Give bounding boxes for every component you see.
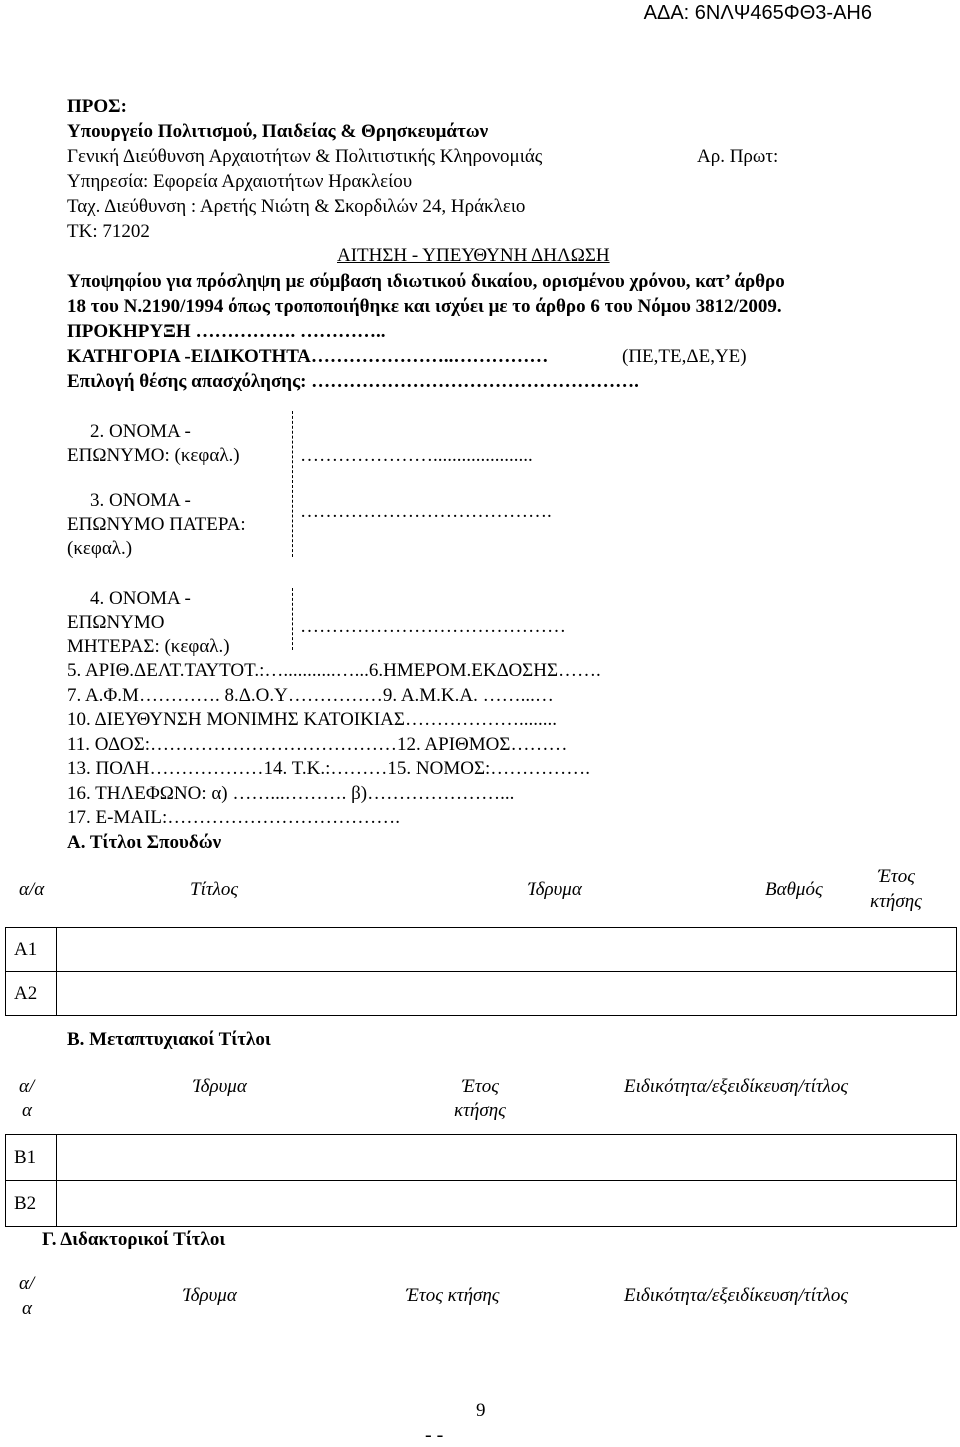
field-4-label-b: ΕΠΩΝΥΜΟ xyxy=(67,612,165,633)
table-row xyxy=(6,1135,957,1181)
tax-id-field[interactable]: 7. Α.Φ.Μ…………. 8.Δ.Ο.Υ……………9. Α.Μ.Κ.Α. ……...… xyxy=(67,685,554,706)
id-number-field[interactable]: 5. ΑΡΙΘ.ΔΕΛΤ.ΤΑΥΤΟΤ.:…...........…...6.ΗΜΕΡΟΜ.ΕΚΔΟΣΗΣ……. xyxy=(67,660,601,681)
col-aa-bottom: α xyxy=(22,1298,32,1319)
footer-dashes: - - xyxy=(425,1424,444,1446)
table-cell[interactable] xyxy=(57,972,957,1016)
col-specialty: Ειδικότητα/εξειδίκευση/τίτλος xyxy=(624,1285,849,1306)
field-4-label-c: ΜΗΤΕΡΑΣ: (κεφαλ.) xyxy=(67,636,230,657)
position-choice-field[interactable]: Επιλογή θέσης απασχόλησης: ……………………………………………. xyxy=(67,371,639,392)
field-2-label-a: 2. ΟΝΟΜΑ - xyxy=(90,421,191,442)
col-year-b: κτήσης xyxy=(454,1100,506,1121)
field-2-label-b: ΕΠΩΝΥΜΟ: (κεφαλ.) xyxy=(67,445,240,466)
permanent-address-field[interactable]: 10. ΔΙΕΥΘΥΝΣΗ ΜΟΝΙΜΗΣ ΚΑΤΟΙΚΙΑΣ………………........ xyxy=(67,709,557,730)
ada-code: ΑΔΑ: 6ΝΛΨ465ΦΘ3-ΑΗ6 xyxy=(643,2,872,24)
table-cell[interactable] xyxy=(57,1181,957,1227)
col-year-a: Έτος xyxy=(462,1076,499,1097)
row-label: Β2 xyxy=(6,1181,57,1227)
section-a-title: Α. Τίτλοι Σπουδών xyxy=(67,832,222,853)
col-year: Έτος κτήσης xyxy=(406,1285,500,1306)
field-divider xyxy=(292,411,293,557)
col-year-a: Έτος xyxy=(878,866,915,887)
recipient-ministry: Υπουργείο Πολιτισμού, Παιδείας & Θρησκευμάτων xyxy=(67,121,489,142)
category-options: (ΠΕ,ΤΕ,ΔΕ,ΥΕ) xyxy=(622,346,747,367)
section-c-title: Γ. Διδακτορικοί Τίτλοι xyxy=(42,1229,226,1250)
section-b-table xyxy=(5,1134,957,1227)
father-name-input[interactable]: …………………………………. xyxy=(300,501,552,522)
col-aa: α/α xyxy=(19,879,45,900)
row-label: Α2 xyxy=(6,972,57,1016)
col-institution: Ίδρυμα xyxy=(183,1285,237,1306)
intro-line-1: Υποψηφίου για πρόσληψη με σύμβαση ιδιωτικού δικαίου, ορισμένου χρόνου, κατ’ άρθρο xyxy=(67,271,785,292)
col-institution: Ίδρυμα xyxy=(528,879,582,900)
section-a-table xyxy=(5,927,957,1016)
field-4-label-a: 4. ΟΝΟΜΑ - xyxy=(90,588,191,609)
announcement-field[interactable]: ΠΡΟΚΗΡΥΞΗ ……………. ………….. xyxy=(67,321,386,342)
col-aa-bottom: α xyxy=(22,1100,32,1121)
table-row xyxy=(6,928,957,972)
recipient-directorate: Γενική Διεύθυνση Αρχαιοτήτων & Πολιτιστικής Κληρονομιάς xyxy=(67,146,543,167)
protocol-number-label: Αρ. Πρωτ: xyxy=(697,146,779,167)
field-3-label-c: (κεφαλ.) xyxy=(67,538,133,559)
email-field[interactable]: 17. E-MAIL:………………………………. xyxy=(67,807,401,828)
section-b-title: Β. Μεταπτυχιακοί Τίτλοι xyxy=(67,1029,271,1050)
col-institution: Ίδρυμα xyxy=(193,1076,247,1097)
table-row xyxy=(6,972,957,1016)
recipient-service: Υπηρεσία: Εφορεία Αρχαιοτήτων Ηρακλείου xyxy=(67,171,413,192)
col-specialty: Ειδικότητα/εξειδίκευση/τίτλος xyxy=(624,1076,849,1097)
category-specialty-field[interactable]: ΚΑΤΗΓΟΡΙΑ -ΕΙΔΙΚΟΤΗΤΑ…………………..…………… xyxy=(67,346,549,367)
city-field[interactable]: 13. ΠΟΛΗ………………14. Τ.Κ.:………15. ΝΟΜΟΣ:……………. xyxy=(67,758,591,779)
row-label: Β1 xyxy=(6,1135,57,1181)
recipient-address: Ταχ. Διεύθυνση : Αρετής Νιώτη & Σκορδιλών 24, Ηράκλειο xyxy=(67,196,526,217)
full-name-input[interactable]: …………………..................... xyxy=(300,445,533,466)
field-3-label-a: 3. ΟΝΟΜΑ - xyxy=(90,490,191,511)
intro-line-2: 18 του Ν.2190/1994 όπως τροποποιήθηκε και ισχύει με το άρθρο 6 του Νόμου 3812/2009. xyxy=(67,296,782,317)
row-label: Α1 xyxy=(6,928,57,972)
table-cell[interactable] xyxy=(57,928,957,972)
street-field[interactable]: 11. ΟΔΟΣ:…………………………………12. ΑΡΙΘΜΟΣ……… xyxy=(67,734,568,755)
page-number: 9 xyxy=(476,1400,486,1421)
col-grade: Βαθμός xyxy=(765,879,823,900)
col-title: Τίτλος xyxy=(190,879,239,900)
table-cell[interactable] xyxy=(57,1135,957,1181)
field-3-label-b: ΕΠΩΝΥΜΟ ΠΑΤΕΡΑ: xyxy=(67,514,246,535)
recipient-postcode: ΤΚ: 71202 xyxy=(67,221,150,242)
table-row xyxy=(6,1181,957,1227)
col-year-b: κτήσης xyxy=(870,891,922,912)
phone-field[interactable]: 16. ΤΗΛΕΦΩΝΟ: α) ……...………. β)…………………... xyxy=(67,783,515,804)
to-label: ΠΡΟΣ: xyxy=(67,96,127,117)
form-title: ΑΙΤΗΣΗ - ΥΠΕΥΘΥΝΗ ΔΗΛΩΣΗ xyxy=(337,245,610,266)
field-divider xyxy=(292,588,293,650)
col-aa-top: α/ xyxy=(19,1076,35,1097)
col-aa-top: α/ xyxy=(19,1273,35,1294)
mother-name-input[interactable]: …………………………………… xyxy=(300,616,566,637)
